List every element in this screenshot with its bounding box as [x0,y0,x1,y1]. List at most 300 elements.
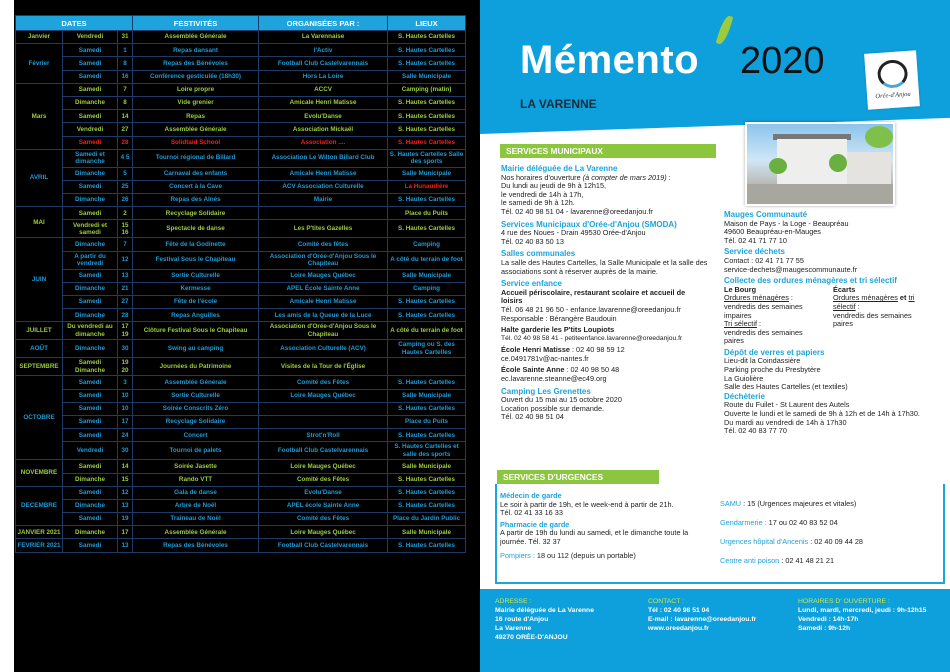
events-table [15,15,466,553]
footer [480,589,950,672]
day-cell: Dimanche [63,96,118,109]
day-cell: Samedi et dimanche [63,149,118,167]
organizer-cell: Visites de la Tour de l'Église [259,358,388,376]
organizer-cell: Evolu'Danse [259,110,388,123]
festivite-cell: Journées du Patrimoine [133,358,259,376]
lieu-cell: A côté du terrain de foot [388,251,466,269]
medecin-phone: Tél. 02 41 33 16 33 [500,508,563,518]
lieu-cell: S. Hautes Cartelles [388,136,466,149]
organizer-cell: Association d'Orée-d'Anjou Sous le Chapiteau [259,251,388,269]
month-cell: Février [16,44,63,84]
page-subtitle: LA VARENNE [520,97,597,111]
services-municipaux-heading: SERVICES MUNICIPAUX [500,144,716,158]
festivite-cell: Gala de danse [133,486,259,499]
lieu-cell: S. Hautes Cartelles [388,110,466,123]
festivite-cell: Tournoi de palets [133,442,259,460]
mairie-hours-2: le vendredi de 14h à 17h, [501,189,584,199]
dechets-email[interactable]: service-dechets@maugescommunaute.fr [724,264,858,274]
date-number-cell: 19 [118,513,133,526]
lieu-cell: S. Hautes Cartelles [388,499,466,512]
mairie-hours-intro: Nos horaires d'ouverture (à compter de mars 2019) : [501,172,671,182]
lieu-cell: Camping [388,238,466,251]
month-cell: Janvier [16,31,63,44]
table-row [16,238,466,251]
day-cell: Samedi [63,389,118,402]
table-row [16,167,466,180]
festivite-cell: Assemblée Générale [133,526,259,539]
day-cell: Dimanche [63,340,118,358]
festivite-cell: Fête de l'école [133,296,259,309]
mauges-line-3: Tél. 02 41 71 77 10 [724,235,787,245]
festivite-cell: Vide grenier [133,96,259,109]
table-row [16,70,466,83]
day-cell: Samedi [63,460,118,473]
date-number-cell: 13 [118,269,133,282]
festivite-cell: Conférence gesticulée (18h30) [133,70,259,83]
table-row [16,149,466,167]
festivite-cell: Soirée Jasette [133,460,259,473]
date-number-cell: 17 [118,526,133,539]
festivite-cell: Recyclage Solidaire [133,207,259,220]
table-row [16,96,466,109]
date-number-cell: 4 5 [118,149,133,167]
urgences-right [720,494,940,570]
day-cell: Samedi [63,180,118,193]
date-number-cell: 12 [118,486,133,499]
mauges-title: Mauges Communauté [724,210,808,219]
date-number-cell: 7 [118,238,133,251]
lieu-cell [388,358,466,376]
day-cell: Du vendredi au dimanche [63,322,118,340]
organizer-cell: Association Le Wilton Billard Club [259,149,388,167]
mairie-hours-3: le samedi de 9h à 12h. [501,198,575,208]
festivite-cell: Repas des Bénévoles [133,57,259,70]
date-number-cell: 31 [118,31,133,44]
lieu-cell: S. Hautes Cartelles [388,96,466,109]
smoda-title: Services Municipaux d'Orée-d'Anjou (SMODA) [501,219,677,229]
organizer-cell: Football Club Castelvarennais [259,442,388,460]
month-cell: JANVIER 2021 [16,526,63,539]
festivite-cell: Rando VTT [133,473,259,486]
lieu-cell: Salle Municipale [388,167,466,180]
day-cell: Samedi [63,539,118,552]
footer-email[interactable]: E-mail : lavarenne@oreedanjou.fr [648,616,757,623]
day-cell: Samedi [63,513,118,526]
month-cell: SEPTEMBRE [16,358,63,376]
month-cell: DECEMBRE [16,486,63,526]
month-cell: OCTOBRE [16,376,63,460]
organizer-cell: Loire Mauges Québec [259,460,388,473]
festivite-cell: Arbre de Noël [133,499,259,512]
organizer-cell: La Varennaise [259,31,388,44]
lieu-cell: Camping ou S. des Hautes Cartelles [388,340,466,358]
footer-phone: Tél : 02 40 98 51 04 [648,607,710,614]
camping-line-3: Tél. 02 40 98 51 04 [501,412,564,422]
table-row [16,429,466,442]
organizer-cell: Comité des Fêtes [259,473,388,486]
festivite-cell: Tournoi régional de Billard [133,149,259,167]
salles-text: La salle des Hautes Cartelles, la Salle Municipale et la salle des associations sont à réserver auprès de la mairie. [501,257,708,276]
lieu-cell: S. Hautes Cartelles [388,376,466,389]
month-cell: JUIN [16,238,63,322]
date-number-cell: 5 [118,167,133,180]
medecin-hours: Le soir à partir de 19h, et le week-end à partir de 21h. [500,499,674,509]
date-number-cell: 25 [118,180,133,193]
table-row [16,251,466,269]
day-cell: Samedi [63,402,118,415]
day-cell: Samedi [63,269,118,282]
month-cell: AOÛT [16,340,63,358]
organizer-cell: ACCV [259,83,388,96]
table-row [16,220,466,238]
lieu-cell: S. Hautes Cartelles [388,309,466,322]
month-cell: AVRIL [16,149,63,207]
festivite-cell: Repas des Aînés [133,194,259,207]
festivite-cell: Repas Anguilles [133,309,259,322]
festivite-cell: Soirée Conscrits Zéro [133,402,259,415]
enfance-responsable: Responsable : Bérangère Baudouin [501,313,617,323]
lieu-cell: S. Hautes Cartelles [388,473,466,486]
lieu-cell: Salle Municipale [388,460,466,473]
day-cell: Dimanche [63,238,118,251]
decheterie-line: Route du Fuilet - St Laurent des Autels [724,400,850,410]
day-cell: Dimanche [63,526,118,539]
festivite-cell: Recyclage Solidaire [133,415,259,428]
table-row [16,194,466,207]
table-row [16,499,466,512]
table-row [16,402,466,415]
lieu-cell: S. Hautes Cartelles [388,220,466,238]
lieu-cell: S. Hautes Cartelles [388,57,466,70]
day-cell: Dimanche [63,167,118,180]
lieu-cell: S. Hautes Cartelles [388,31,466,44]
month-cell: JUILLET [16,322,63,340]
date-number-cell: 8 [118,57,133,70]
festivite-cell: Assemblée Générale [133,31,259,44]
camping-line-2: Location possible sur demande. [501,403,605,413]
table-row [16,309,466,322]
day-cell: Vendredi [63,31,118,44]
table-row [16,269,466,282]
date-number-cell: 19 20 [118,358,133,376]
date-number-cell: 12 [118,251,133,269]
halte-title: Halte garderie les P'tits Loupiots [501,325,615,335]
pharmacie-title: Pharmacie de garde [500,519,570,529]
day-cell: Vendredi [63,442,118,460]
table-row [16,322,466,340]
lieu-cell: S. Hautes Cartelles [388,429,466,442]
festivite-cell: Clôture Festival Sous le Chapiteau [133,322,259,340]
organizer-cell: Amicale Henri Matisse [259,96,388,109]
anne-email[interactable]: ec.lavarenne.steanne@ec49.org [501,374,607,384]
footer-horaires: HORAIRES D' OUVERTURE : Lundi, mardi, mercredi, jeudi : 9h-12h15 Vendredi : 14h-17h Samedi : 9h-12h [798,598,927,632]
table-row [16,110,466,123]
organizer-cell: Hors La Loire [259,70,388,83]
day-cell: Dimanche [63,282,118,295]
table-row [16,57,466,70]
date-number-cell: 17 19 [118,322,133,340]
day-cell: Samedi [63,44,118,57]
date-number-cell: 10 [118,389,133,402]
lieu-cell: A côté du terrain de foot [388,322,466,340]
lieu-cell: S. Hautes Cartelles [388,44,466,57]
organizer-cell: Strot'n'Roll [259,429,388,442]
day-cell: Dimanche [63,499,118,512]
table-row [16,415,466,428]
enfance-title: Service enfance [501,279,562,289]
services-municipaux-block [501,165,731,422]
table-row [16,460,466,473]
gendarmerie-line: Gendarmerie : 17 ou 02 40 83 52 04 [720,518,838,527]
lieu-cell: Salle Municipale [388,269,466,282]
table-row [16,44,466,57]
festivite-cell: Fête de la Godinette [133,238,259,251]
matisse-line: École Henri Matisse : 02 40 98 59 12 [501,345,625,355]
date-number-cell: 8 [118,96,133,109]
festivite-cell: Repas dansant [133,44,259,57]
date-number-cell: 28 [118,309,133,322]
date-number-cell: 27 [118,296,133,309]
mauges-line-1: Maison de Pays - la Loge - Beaupréau [724,218,849,228]
footer-website-link[interactable]: www.oreedanjou.fr [648,625,709,632]
lieu-cell: Camping [388,282,466,295]
festivite-cell: Spectacle de danse [133,220,259,238]
organizer-cell: Association Mickaël [259,123,388,136]
anne-line: École Sainte Anne : 02 40 98 50 48 [501,365,620,375]
date-number-cell: 30 [118,340,133,358]
organizer-cell: ACV Association Culturelle [259,180,388,193]
collecte-ecarts: Écarts Ordures ménagères et tri sélectif : vendredis des semaines paires [833,284,915,329]
mauges-line-2: 49600 Beaupréau-en-Mauges [724,227,821,237]
date-number-cell: 13 [118,539,133,552]
table-row [16,136,466,149]
date-number-cell: 2 [118,207,133,220]
festivite-cell: Solidtaid School [133,136,259,149]
day-cell: Samedi [63,57,118,70]
depot-title: Dépôt de verres et papiers [724,347,825,357]
lieu-cell: S. Hautes Cartelles [388,123,466,136]
table-row [16,296,466,309]
enfance-contact[interactable]: Tél. 06 48 21 96 50 - enfance.lavarenne@oreedanjou.fr [501,304,681,314]
organizer-cell [259,402,388,415]
organizer-cell: Mairie [259,194,388,207]
header-dates: DATES [16,16,133,31]
table-row [16,539,466,552]
organizer-cell: l'Activ [259,44,388,57]
day-cell: Vendredi [63,123,118,136]
lieu-cell: Salle Municipale [388,70,466,83]
dechets-title: Service déchets [724,247,785,257]
mairie-title: Mairie déléguée de La Varenne [501,164,618,173]
festivite-cell: Assemblée Générale [133,123,259,136]
urgences-heading: SERVICES D'URGENCES [497,470,659,484]
table-row [16,207,466,220]
samu-line: SAMU : 15 (Urgences majeures et vitales) [720,499,857,508]
depot-item: La Guiolière [724,373,764,383]
day-cell: Samedi [63,486,118,499]
lieu-cell: Salle Municipale [388,526,466,539]
footer-contact: CONTACT : Tél : 02 40 98 51 04 E-mail : lavarenne@oreedanjou.fr www.oreedanjou.fr [648,598,757,632]
festivite-cell: Repas des Bénévoles [133,539,259,552]
table-row [16,123,466,136]
organizer-cell: Les amis de la Queue de la Luce [259,309,388,322]
decheterie-title: Déchèterie [724,391,765,401]
date-number-cell: 14 [118,110,133,123]
decheterie-line: Ouverte le lundi et le samedi de 9h à 12h et de 14h à 17h30. [724,408,920,418]
depot-item: Salle des Hautes Cartelles (et textiles) [724,382,848,392]
day-cell: Vendredi et samedi [63,220,118,238]
hopital-line: Urgences hôpital d'Ancenis : 02 40 09 44 28 [720,537,863,546]
medecin-title: Médecin de garde [500,491,562,500]
day-cell: Dimanche [63,473,118,486]
date-number-cell: 15 [118,473,133,486]
collecte-title: Collecte des ordures ménagères et tri sélectif [724,276,897,286]
lieu-cell: S. Hautes Cartelles [388,539,466,552]
town-hall-photo [745,122,895,206]
day-cell: Samedi [63,296,118,309]
day-cell: Dimanche [63,194,118,207]
day-cell: Samedi [63,70,118,83]
dechets-contact: Contact : 02 41 71 77 55 [724,255,804,265]
organizer-cell [259,415,388,428]
camping-line-1: Ouvert du 15 mai au 15 octobre 2020 [501,395,622,405]
month-cell: MAI [16,207,63,238]
depot-item: Lieu-dit la Coindassière [724,356,801,366]
day-cell: Samedi [63,207,118,220]
table-row [16,486,466,499]
month-cell: NOVEMBRE [16,460,63,486]
footer-adresse: ADRESSE : Mairie déléguée de La Varenne 16 route d'Anjou La Varenne 49270 ORÉE-D'ANJOU [495,598,594,641]
organizer-cell: Les P'tites Gazelles [259,220,388,238]
enfance-subtitle: Accueil périscolaire, restaurant scolaire et accueil de loisirs [501,287,686,306]
pompiers-line: Pompiers : 18 ou 112 (depuis un portable) [500,550,636,560]
decheterie-line: Tél. 02 40 83 77 70 [724,426,787,436]
table-row [16,358,466,376]
festivite-cell: Loire propre [133,83,259,96]
organizer-cell: Football Club Castelvarennais [259,539,388,552]
organizer-cell: Association d'Orée-d'Anjou Sous le Chapiteau [259,322,388,340]
lieu-cell: Place du Puits [388,415,466,428]
organizer-cell: Association .... [259,136,388,149]
logo-mark-icon [877,59,909,89]
mairie-contact[interactable]: Tél. 02 40 98 51 04 - lavarenne@oreedanjou.fr [501,206,653,216]
day-cell: Samedi [63,376,118,389]
lieu-cell: La Hunaudière [388,180,466,193]
festivite-cell: Sortie Culturelle [133,389,259,402]
day-cell: Samedi [63,110,118,123]
lieu-cell: S. Hautes Cartelles [388,402,466,415]
date-number-cell: 13 [118,499,133,512]
table-row [16,376,466,389]
date-number-cell: 28 [118,136,133,149]
festivite-cell: Kermesse [133,282,259,295]
logo-text: Orée-d'Anjou [875,90,911,101]
organizer-cell: Comité des Fêtes [259,376,388,389]
organizer-cell: Loire Mauges Québec [259,269,388,282]
date-number-cell: 3 [118,376,133,389]
header-festivites: FESTIVITÉS [133,16,259,31]
lieu-cell: S. Hautes Cartelles et salle des sports [388,442,466,460]
table-row [16,282,466,295]
organizer-cell: Comité des fêtes [259,238,388,251]
memento-page [480,0,950,672]
lieu-cell: Camping (matin) [388,83,466,96]
day-cell: Samedi [63,136,118,149]
organizer-cell: Comité des Fêtes [259,513,388,526]
events-table-body [16,31,466,553]
festivite-cell: Carnaval des enfants [133,167,259,180]
date-number-cell: 14 [118,460,133,473]
day-cell: A partir du vendredi [63,251,118,269]
page-year: 2020 [740,40,825,82]
table-row [16,526,466,539]
organizer-cell: Loire Mauges Québec [259,389,388,402]
festivite-cell: Assemblée Générale [133,376,259,389]
organizer-cell: Evolu'Danse [259,486,388,499]
date-number-cell: 10 [118,402,133,415]
date-number-cell: 16 [118,70,133,83]
month-cell: FEVRIER 2021 [16,539,63,552]
mairie-hours-1: Du lundi au jeudi de 9h à 12h15, [501,181,607,191]
lieu-cell: Place du Jardin Public [388,513,466,526]
lieu-cell: Salle Municipale [388,389,466,402]
decheterie-line: Du mardi au vendredi de 14h à 17h30 [724,417,847,427]
lieu-cell: Place du Puits [388,207,466,220]
table-header [16,16,466,31]
lieu-cell: S. Hautes Cartelles [388,486,466,499]
month-cell: Mars [16,83,63,149]
festivite-cell: Concert [133,429,259,442]
collecte-bourg: Le Bourg Ordures ménagères : vendredis des semaines impaires Tri sélectif : vendredis des semaines paires [724,284,803,346]
collecte-columns [724,286,944,346]
matisse-email[interactable]: ce.0491781v@ac-nantes.fr [501,353,589,363]
table-row [16,473,466,486]
date-number-cell: 1 [118,44,133,57]
date-number-cell: 27 [118,123,133,136]
date-number-cell: 26 [118,194,133,207]
date-number-cell: 30 [118,442,133,460]
organizer-cell: Football Club Castelvarennais [259,57,388,70]
table-row [16,513,466,526]
depot-item: Parking proche du Presbytère [724,364,821,374]
festivite-cell: Repas [133,110,259,123]
organizer-cell: APEL école Sainte Anne [259,499,388,512]
day-cell: Samedi [63,429,118,442]
smoda-phone: Tél. 02 40 83 50 13 [501,236,564,246]
festivite-cell: Festival Sous le Chapiteau [133,251,259,269]
day-cell: Samedi Dimanche [63,358,118,376]
header-lieux: LIEUX [388,16,466,31]
header-organisees-par: ORGANISÉES PAR : [259,16,388,31]
organizer-cell: APEL École Sainte Anne [259,282,388,295]
organizer-cell [259,207,388,220]
lieu-cell: S. Hautes Cartelles [388,296,466,309]
organizer-cell: Amicale Henri Matisse [259,167,388,180]
halte-contact[interactable]: Tél. 02 40 98 58 41 - petiteenfance.lavarenne@oreedanjou.fr [501,334,683,342]
festivite-cell: Sortie Culturelle [133,269,259,282]
smoda-address: 4 rue des Noues - Drain 49530 Orée-d'Anjou [501,228,646,238]
lieu-cell: S. Hautes Cartelles [388,194,466,207]
anti-poison-line: Centre anti poison : 02 41 48 21 21 [720,556,835,565]
date-number-cell: 24 [118,429,133,442]
organizer-cell: Loire Mauges Québec [259,526,388,539]
festivite-cell: Swing au camping [133,340,259,358]
pharmacie-text: A partir de 19h du lundi au samedi, et le dimanche toute la journée. Tél. 32 37 [500,528,689,546]
festivite-cell: Traîneau de Noël [133,513,259,526]
oree-danjou-logo [864,50,920,109]
table-row [16,31,466,44]
day-cell: Samedi [63,83,118,96]
